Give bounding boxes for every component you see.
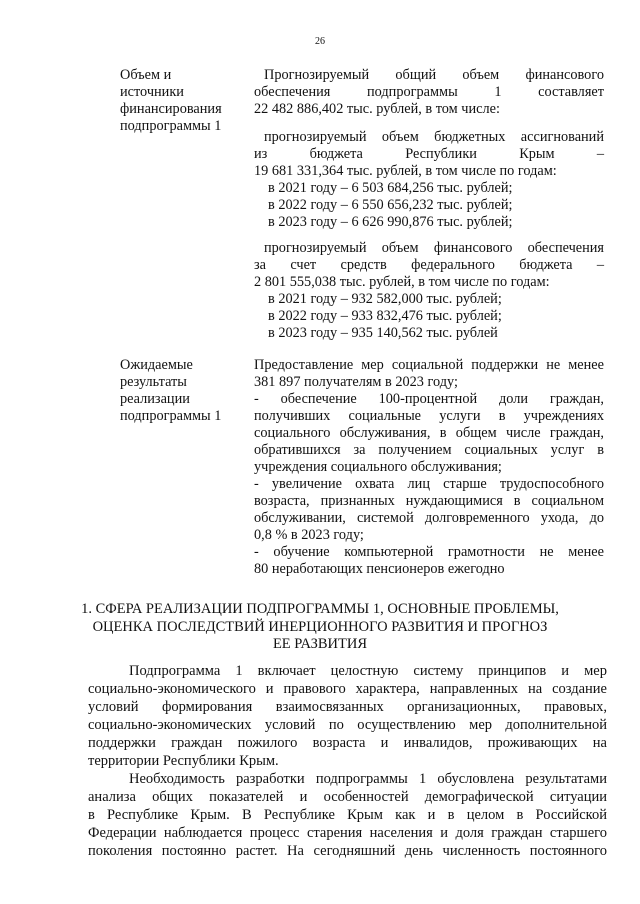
label-line: подпрограммы 1	[120, 408, 222, 424]
label-line: результаты	[120, 374, 187, 390]
label-line: реализации	[120, 391, 190, 407]
text-line: поколения постоянно растет. На сегодняшний день численность постоянного	[88, 843, 607, 859]
paragraph-2	[88, 770, 607, 860]
text-line: обеспечения подпрограммы 1 составляет	[254, 84, 604, 100]
text-line: прогнозируемый объем финансового обеспечения	[264, 240, 604, 256]
text-line: 381 897 получателям в 2023 году;	[254, 374, 458, 390]
financing-block-regional	[254, 129, 604, 231]
text-line: поддержки граждан пожилого возраста и инвалидов, проживающих на	[88, 735, 607, 751]
text-line: учреждения социального обслуживания;	[254, 459, 502, 475]
text-line: в 2023 году – 935 140,562 тыс. рублей	[268, 325, 498, 341]
text-line: обслуживании, системой долговременного ухода, до	[254, 510, 604, 526]
text-line: в Республике Крым. В Республике Крым как и в целом в Российской	[88, 807, 607, 823]
label-line: подпрограммы 1	[120, 118, 222, 134]
text-line: - обеспечение 100-процентной доли граждан,	[254, 391, 604, 407]
text-line: социально-экономических условий по осуществлению мер дополнительной	[88, 717, 607, 733]
text-line: в 2022 году – 933 832,476 тыс. рублей;	[268, 308, 502, 324]
text-line: 19 681 331,364 тыс. рублей, в том числе по годам:	[254, 163, 557, 179]
text-line: получивших социальные услуги в учреждениях	[254, 408, 604, 424]
label-line: Объем и	[120, 67, 172, 83]
heading-line: ОЦЕНКА ПОСЛЕДСТВИЙ ИНЕРЦИОННОГО РАЗВИТИЯ И ПРОГНОЗ	[92, 618, 548, 635]
text-line: 0,8 % в 2023 году;	[254, 527, 364, 543]
text-line: в 2021 году – 932 582,000 тыс. рублей;	[268, 291, 502, 307]
financing-label	[120, 67, 240, 135]
text-line: 2 801 555,038 тыс. рублей, в том числе по годам:	[254, 274, 550, 290]
text-line: за счет средств федерального бюджета –	[254, 257, 604, 273]
label-line: финансирования	[120, 101, 222, 117]
results-label	[120, 357, 240, 425]
text-line: 80 неработающих пенсионеров ежегодно	[254, 561, 505, 577]
text-line: - обучение компьютерной грамотности не менее	[254, 544, 604, 560]
text-line: Предоставление мер социальной поддержки не менее	[254, 357, 604, 373]
label-line: Ожидаемые	[120, 357, 193, 373]
text-line: из бюджета Республики Крым –	[254, 146, 604, 162]
text-line: условий формирования взаимосвязанных организационных, правовых,	[88, 699, 607, 715]
text-line: территории Республики Крым.	[88, 753, 279, 769]
text-line: в 2022 году – 6 550 656,232 тыс. рублей;	[268, 197, 513, 213]
financing-block-federal	[254, 240, 604, 342]
text-line: Необходимость разработки подпрограммы 1 обусловлена результатами	[129, 771, 607, 787]
page-number: 26	[315, 36, 325, 47]
text-line: анализа общих показателей и особенностей демографической ситуации	[88, 789, 607, 805]
text-line: в 2021 году – 6 503 684,256 тыс. рублей;	[268, 180, 513, 196]
text-line: Подпрограмма 1 включает целостную систему принципов и мер	[129, 663, 607, 679]
text-line: Федерации наблюдается процесс старения населения и доля граждан старшего	[88, 825, 607, 841]
text-line: в 2023 году – 6 626 990,876 тыс. рублей;	[268, 214, 513, 230]
text-line: возраста, признанных нуждающимися в социальном	[254, 493, 604, 509]
text-line: - увеличение охвата лиц старше трудоспособного	[254, 476, 604, 492]
text-line: обратившихся за получением социальных услуг в	[254, 442, 604, 458]
text-line: социального обслуживания, в общем числе граждан,	[254, 425, 604, 441]
text-line: Прогнозируемый общий объем финансового	[264, 67, 604, 83]
heading-line: 1. СФЕРА РЕАЛИЗАЦИИ ПОДПРОГРАММЫ 1, ОСНОВНЫЕ ПРОБЛЕМЫ,	[81, 601, 559, 617]
text-line: прогнозируемый объем бюджетных ассигнований	[264, 129, 604, 145]
paragraph-1	[88, 662, 607, 770]
text-line: 22 482 886,402 тыс. рублей, в том числе:	[254, 101, 500, 117]
heading-line: ЕЕ РАЗВИТИЯ	[272, 636, 368, 652]
text-line: социально-экономического и правового характера, направленных на создание	[88, 681, 607, 697]
section-heading	[80, 601, 560, 654]
results-text	[254, 357, 604, 578]
financing-block-total	[254, 67, 604, 118]
label-line: источники	[120, 84, 184, 100]
